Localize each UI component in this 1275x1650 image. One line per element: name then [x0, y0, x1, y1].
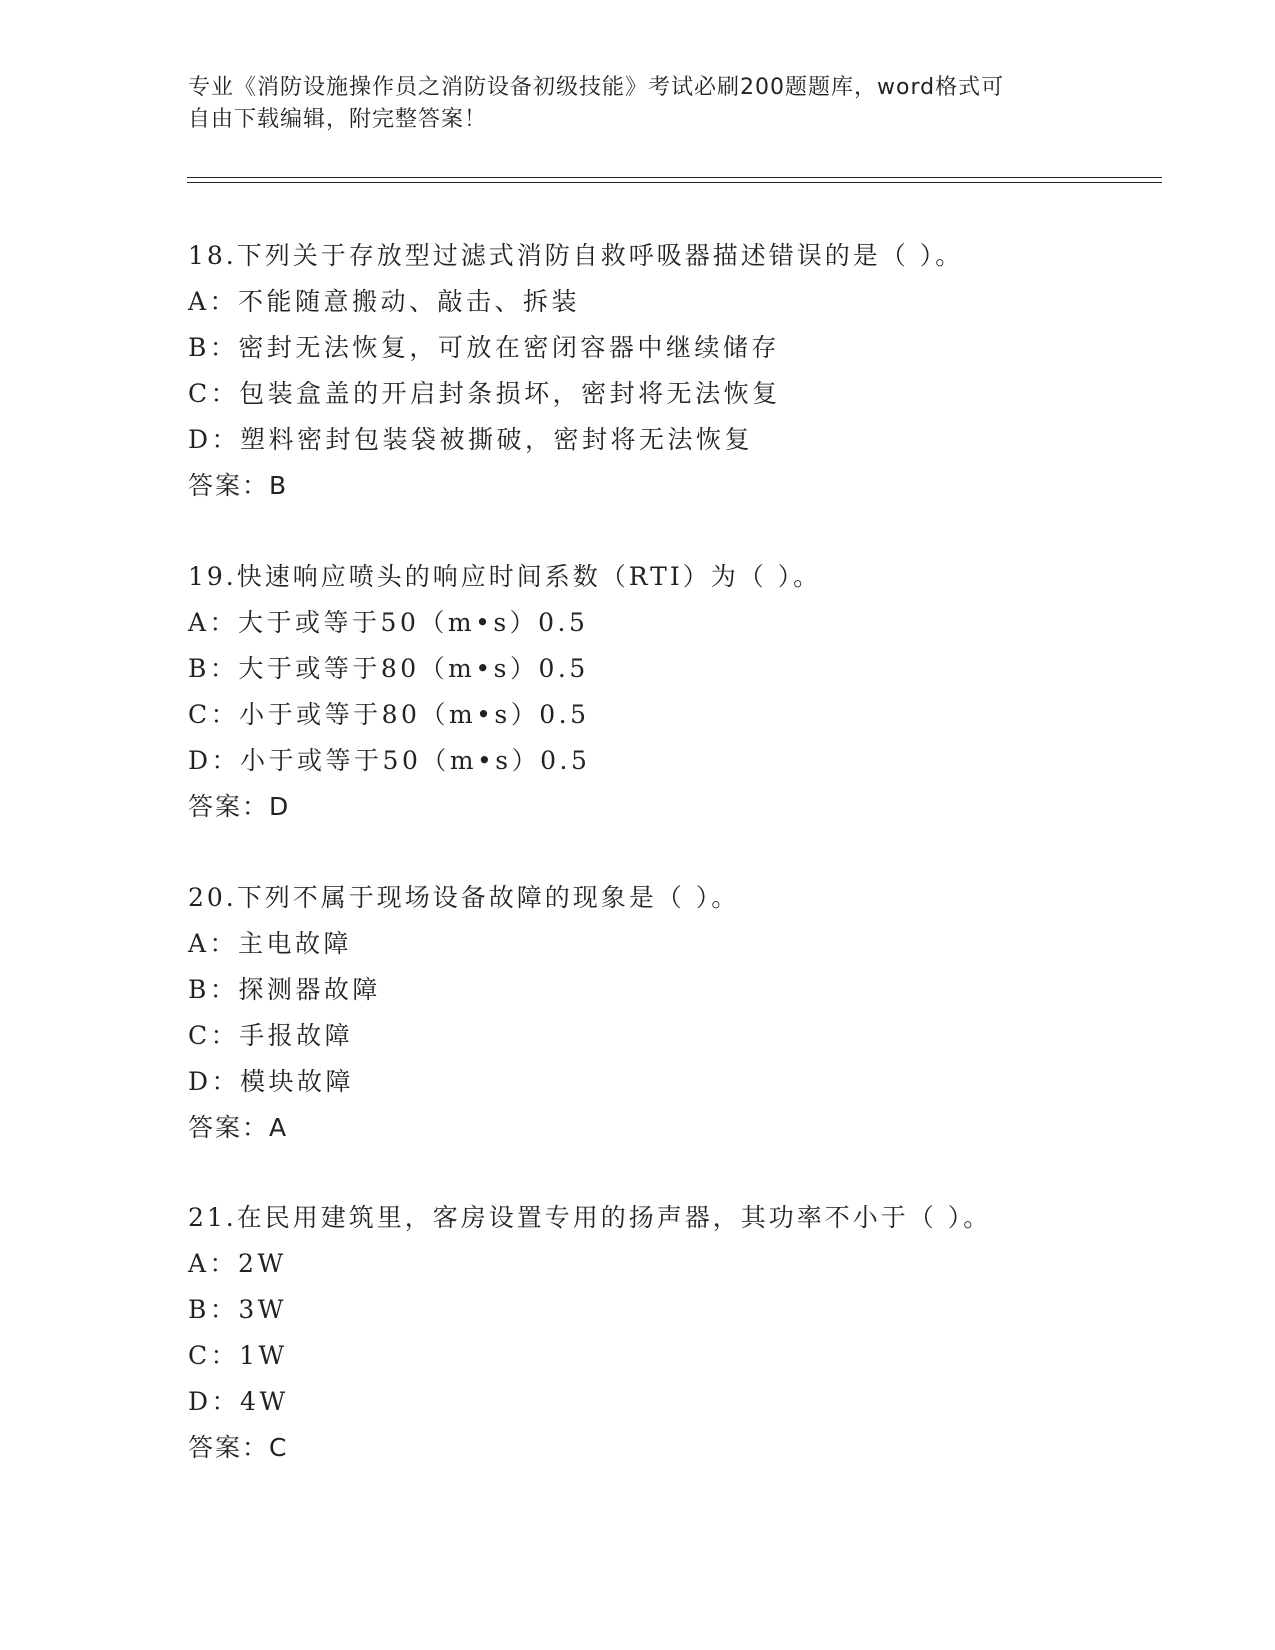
option-b: B：大于或等于80（m•s）0.5 — [188, 654, 589, 683]
answer: 答案：D — [188, 792, 291, 821]
header-line-1: 专业《消防设施操作员之消防设备初级技能》考试必刷200题题库，word格式可 — [188, 75, 1005, 100]
header-line-2: 自由下载编辑，附完整答案！ — [188, 107, 488, 132]
question-stem: 18.下列关于存放型过滤式消防自救呼吸器描述错误的是（ ）。 — [188, 241, 964, 270]
option-b: B：密封无法恢复，可放在密闭容器中继续储存 — [188, 333, 780, 362]
option-d: D：小于或等于50（m•s）0.5 — [188, 746, 591, 775]
answer: 答案：C — [188, 1433, 289, 1462]
option-d: D：模块故障 — [188, 1067, 355, 1096]
header-divider-bottom — [187, 182, 1162, 183]
question-stem: 19.快速响应喷头的响应时间系数（RTI）为（ ）。 — [188, 562, 822, 591]
document-header — [188, 72, 1088, 136]
question-18 — [188, 238, 1188, 514]
option-c: C：手报故障 — [188, 1021, 354, 1050]
question-19 — [188, 559, 1188, 835]
answer: 答案：B — [188, 471, 289, 500]
option-c: C：小于或等于80（m•s）0.5 — [188, 700, 590, 729]
option-a: A：不能随意搬动、敲击、拆装 — [188, 287, 581, 316]
option-b: B：探测器故障 — [188, 975, 381, 1004]
option-c: C：1W — [188, 1341, 288, 1370]
option-d: D：4W — [188, 1387, 289, 1416]
question-21 — [188, 1200, 1188, 1476]
option-b: B：3W — [188, 1295, 287, 1324]
question-stem: 20.下列不属于现场设备故障的现象是（ ）。 — [188, 883, 740, 912]
option-c: C：包装盒盖的开启封条损坏，密封将无法恢复 — [188, 379, 781, 408]
question-20 — [188, 880, 1188, 1156]
header-divider-top — [187, 177, 1162, 178]
option-a: A：主电故障 — [188, 929, 353, 958]
question-stem: 21.在民用建筑里，客房设置专用的扬声器，其功率不小于（ ）。 — [188, 1203, 992, 1232]
option-a: A：2W — [188, 1249, 287, 1278]
option-d: D：塑料密封包装袋被撕破，密封将无法恢复 — [188, 425, 754, 454]
option-a: A：大于或等于50（m•s）0.5 — [188, 608, 589, 637]
answer: 答案：A — [188, 1113, 289, 1142]
